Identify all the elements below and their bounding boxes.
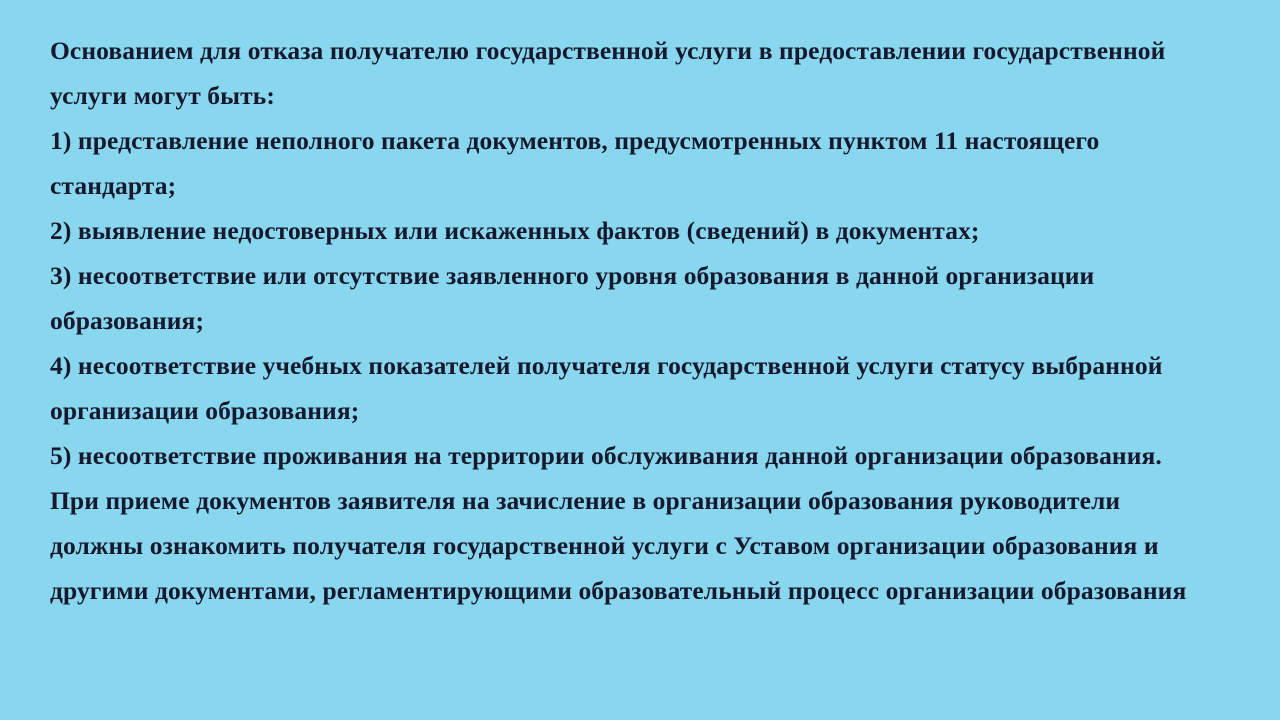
paragraph-item-3: 3) несоответствие или отсутствие заявленного уровня образования в данной организации образования;: [50, 261, 1095, 335]
paragraph-item-1: 1) представление неполного пакета документов, предусмотренных пунктом 11 настоящего стандарта;: [50, 126, 1100, 200]
paragraph-intro: Основанием для отказа получателю государственной услуги в предоставлении государственной услуги могут быть:: [50, 36, 1166, 110]
paragraph-item-4: 4) несоответствие учебных показателей получателя государственной услуги статусу выбранной организации образования;: [50, 351, 1163, 425]
paragraph-closing: При приеме документов заявителя на зачисление в организации образования руководители должны ознакомить получателя государственной услуги с Уставом организации образования и другими документами, регламентирующими образовательный процесс организации образования: [50, 486, 1187, 605]
paragraph-item-2: 2) выявление недостоверных или искаженных фактов (сведений) в документах;: [50, 216, 980, 245]
paragraph-item-5: 5) несоответствие проживания на территории обслуживания данной организации образования.: [50, 441, 1162, 470]
